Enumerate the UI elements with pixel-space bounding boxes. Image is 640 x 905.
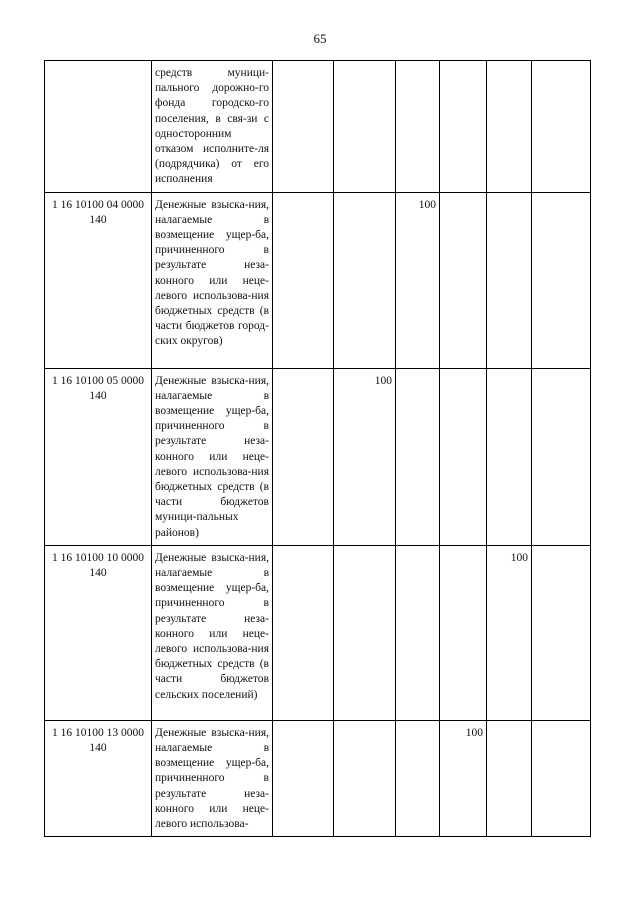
income-description-cell: Денежные взыска-ния, налагаемые в возмещение ущер-ба, причиненного в результате неза-конного или неце-левого использова- [152,720,273,836]
norm-value-cell [273,545,334,720]
norm-value-cell [487,368,532,545]
norm-value-cell [487,192,532,368]
norm-value-cell [273,368,334,545]
norm-value-cell [273,720,334,836]
table-row [45,192,591,368]
norm-value-cell: 100 [487,545,532,720]
table-row [45,545,591,720]
income-description-cell: Денежные взыска-ния, налагаемые в возмещение ущер-ба, причиненного в результате неза-конного или неце-левого использова-ния бюджетных средств (в части бюджетов муници-пальных районов) [152,368,273,545]
norm-value-cell [532,192,591,368]
norm-value-cell [396,61,440,193]
table-row [45,720,591,836]
norm-value-cell [487,720,532,836]
norm-value-cell [440,192,487,368]
income-code-cell [45,61,152,193]
norm-value-cell [334,720,396,836]
norm-value-cell [396,720,440,836]
norm-value-cell [440,545,487,720]
norm-value-cell: 100 [440,720,487,836]
income-code-cell: 1 16 10100 04 0000 140 [45,192,152,368]
norm-value-cell [334,192,396,368]
norm-value-cell [396,545,440,720]
table-row [45,61,591,193]
budget-table [44,60,591,837]
norm-value-cell: 100 [334,368,396,545]
norm-value-cell [532,368,591,545]
norm-value-cell [532,545,591,720]
norm-value-cell [440,368,487,545]
norm-value-cell [487,61,532,193]
norm-value-cell [532,720,591,836]
page-number: 65 [313,31,327,46]
norm-value-cell [273,192,334,368]
norm-value-cell [334,545,396,720]
norm-value-cell: 100 [396,192,440,368]
income-code-cell: 1 16 10100 13 0000 140 [45,720,152,836]
income-description-cell: средств муници-пального дорожно-го фонда городско-го поселения, в свя-зи с односторонним отказом исполните-ля (подрядчика) от его исполнения [152,61,273,193]
income-code-cell: 1 16 10100 10 0000 140 [45,545,152,720]
table-row [45,368,591,545]
norm-value-cell [396,368,440,545]
income-code-cell: 1 16 10100 05 0000 140 [45,368,152,545]
norm-value-cell [440,61,487,193]
norm-value-cell [334,61,396,193]
norm-value-cell [273,61,334,193]
norm-value-cell [532,61,591,193]
income-description-cell: Денежные взыска-ния, налагаемые в возмещение ущер-ба, причиненного в результате неза-конного или неце-левого использова-ния бюджетных средств (в части бюджетов город-ских округов) [152,192,273,368]
income-description-cell: Денежные взыска-ния, налагаемые в возмещение ущер-ба, причиненного в результате неза-конного или неце-левого использова-ния бюджетных средств (в части бюджетов сельских поселений) [152,545,273,720]
